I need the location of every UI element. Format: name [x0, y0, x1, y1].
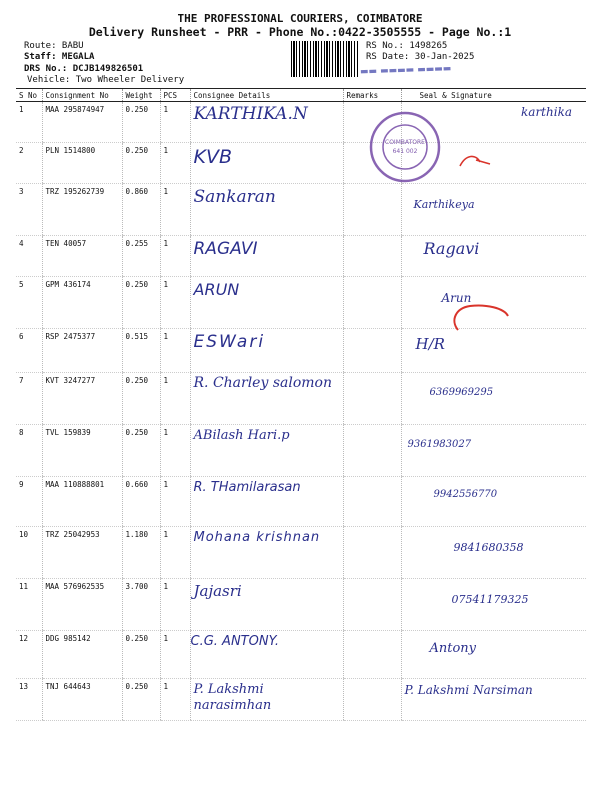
table-row — [16, 236, 586, 277]
cell-consignee: KARTHIKA.N — [190, 102, 343, 143]
cell-pcs: 1 — [160, 277, 190, 329]
cell-consignment: TNJ 644643 — [42, 679, 122, 721]
cell-signature: karthika — [401, 102, 586, 143]
cell-weight: 1.180 — [122, 527, 160, 579]
table-row — [16, 184, 586, 236]
table-row — [16, 143, 586, 184]
cell-consignee: Mohana krishnan — [190, 527, 343, 579]
cell-signature: 07541179325 — [401, 579, 586, 631]
cell-weight: 0.250 — [122, 679, 160, 721]
cell-sno: 8 — [16, 425, 42, 477]
cell-sno: 11 — [16, 579, 42, 631]
route-label: Route: BABU — [24, 41, 84, 51]
cell-remarks — [343, 679, 401, 721]
cell-pcs: 1 — [160, 679, 190, 721]
cell-sno: 5 — [16, 277, 42, 329]
cell-weight: 0.250 — [122, 425, 160, 477]
red-mark — [446, 300, 516, 340]
cell-consignee: R. THamilarasan — [190, 477, 343, 527]
cell-consignee: R. Charley salomon — [190, 373, 343, 425]
cell-weight: 0.250 — [122, 631, 160, 679]
cell-remarks — [343, 631, 401, 679]
cell-pcs: 1 — [160, 329, 190, 373]
cell-sno: 7 — [16, 373, 42, 425]
cell-sno: 9 — [16, 477, 42, 527]
cell-consignee: Jajasri — [190, 579, 343, 631]
cell-consignment: RSP 2475377 — [42, 329, 122, 373]
cell-sno: 1 — [16, 102, 42, 143]
cell-sno: 13 — [16, 679, 42, 721]
cell-consignment: MAA 110888801 — [42, 477, 122, 527]
svg-text:641 002: 641 002 — [392, 148, 418, 155]
col-signature: Seal & Signature — [401, 89, 586, 102]
col-remarks: Remarks — [343, 89, 401, 102]
cell-consignment: TRZ 195262739 — [42, 184, 122, 236]
cell-consignee: C.G. ANTONY. — [190, 631, 343, 679]
runsheet-table — [16, 88, 586, 721]
cell-pcs: 1 — [160, 527, 190, 579]
cell-pcs: 1 — [160, 373, 190, 425]
red-mark — [456, 150, 496, 174]
cell-consignment: TVL 159839 — [42, 425, 122, 477]
cell-consignee: ARUN — [190, 277, 343, 329]
cell-remarks — [343, 579, 401, 631]
cell-consignee: P. Lakshmi narasimhan — [190, 679, 343, 721]
cell-consignment: DDG 985142 — [42, 631, 122, 679]
cell-sno: 4 — [16, 236, 42, 277]
cell-consignee: ABilash Hari.p — [190, 425, 343, 477]
cell-signature: 9841680358 — [401, 527, 586, 579]
cell-remarks — [343, 184, 401, 236]
cell-signature: P. Lakshmi Narsiman — [401, 679, 586, 721]
cell-consignment: MAA 295874947 — [42, 102, 122, 143]
cell-weight: 0.250 — [122, 143, 160, 184]
cell-signature: Karthikeya — [401, 184, 586, 236]
col-weight: Weight — [122, 89, 160, 102]
cell-pcs: 1 — [160, 579, 190, 631]
delivery-stamp: ▬▬ ▬▬▬▬ ▬▬▬▬ — [359, 63, 452, 78]
cell-remarks — [343, 425, 401, 477]
cell-consignee: ESWari — [190, 329, 343, 373]
runsheet-subtitle: Delivery Runsheet - PRR - Phone No.:0422-3505555 - Page No.:1 — [88, 25, 512, 39]
cell-consignment: MAA 576962535 — [42, 579, 122, 631]
cell-signature: Ragavi — [401, 236, 586, 277]
cell-consignment: TRZ 25042953 — [42, 527, 122, 579]
cell-pcs: 1 — [160, 631, 190, 679]
cell-weight: 0.515 — [122, 329, 160, 373]
cell-remarks — [343, 373, 401, 425]
rs-number: RS No.: 1498265 — [366, 41, 448, 51]
cell-signature: 6369969295 — [401, 373, 586, 425]
cell-sno: 3 — [16, 184, 42, 236]
cell-pcs: 1 — [160, 184, 190, 236]
cell-weight: 0.860 — [122, 184, 160, 236]
company-title: THE PROFESSIONAL COURIERS, COIMBATORE — [177, 12, 423, 25]
table-row — [16, 579, 586, 631]
cell-consignment: TEN 40057 — [42, 236, 122, 277]
cell-pcs: 1 — [160, 425, 190, 477]
cell-pcs: 1 — [160, 143, 190, 184]
table-row — [16, 527, 586, 579]
cell-remarks — [343, 527, 401, 579]
table-row — [16, 425, 586, 477]
cell-weight: 0.255 — [122, 236, 160, 277]
table-row — [16, 477, 586, 527]
cell-signature: Arun — [401, 277, 586, 329]
cell-signature: Antony — [401, 631, 586, 679]
cell-weight: 0.250 — [122, 277, 160, 329]
cell-weight: 3.700 — [122, 579, 160, 631]
table-row — [16, 373, 586, 425]
cell-sno: 6 — [16, 329, 42, 373]
cell-pcs: 1 — [160, 102, 190, 143]
cell-weight: 0.250 — [122, 102, 160, 143]
cell-consignment: KVT 3247277 — [42, 373, 122, 425]
cell-signature: H/R — [401, 329, 586, 373]
cell-sno: 12 — [16, 631, 42, 679]
cell-signature: 9361983027 — [401, 425, 586, 477]
table-row — [16, 631, 586, 679]
rs-date: RS Date: 30-Jan-2025 — [366, 52, 475, 62]
cell-sno: 10 — [16, 527, 42, 579]
col-consignee: Consignee Details — [190, 89, 343, 102]
cell-pcs: 1 — [160, 477, 190, 527]
cell-weight: 0.660 — [122, 477, 160, 527]
company-seal — [368, 110, 442, 184]
svg-text:COIMBATORE: COIMBATORE — [385, 139, 425, 146]
table-row — [16, 679, 586, 721]
cell-remarks — [343, 477, 401, 527]
cell-remarks — [343, 329, 401, 373]
vehicle-label: Vehicle: Two Wheeler Delivery — [27, 75, 185, 85]
drs-label: DRS No.: DCJB149826501 — [24, 64, 144, 74]
cell-consignee: KVB — [190, 143, 343, 184]
cell-consignee: RAGAVI — [190, 236, 343, 277]
table-row — [16, 102, 586, 143]
staff-label: Staff: MEGALA — [24, 52, 95, 62]
barcode — [291, 41, 359, 77]
cell-pcs: 1 — [160, 236, 190, 277]
cell-consignment: PLN 1514800 — [42, 143, 122, 184]
col-pcs: PCS — [160, 89, 190, 102]
col-consignment: Consignment No — [42, 89, 122, 102]
table-header — [16, 89, 586, 102]
cell-signature: 9942556770 — [401, 477, 586, 527]
cell-consignee: Sankaran — [190, 184, 343, 236]
cell-remarks — [343, 236, 401, 277]
cell-sno: 2 — [16, 143, 42, 184]
cell-consignment: GPM 436174 — [42, 277, 122, 329]
cell-remarks — [343, 277, 401, 329]
col-sno: S No — [16, 89, 42, 102]
cell-weight: 0.250 — [122, 373, 160, 425]
